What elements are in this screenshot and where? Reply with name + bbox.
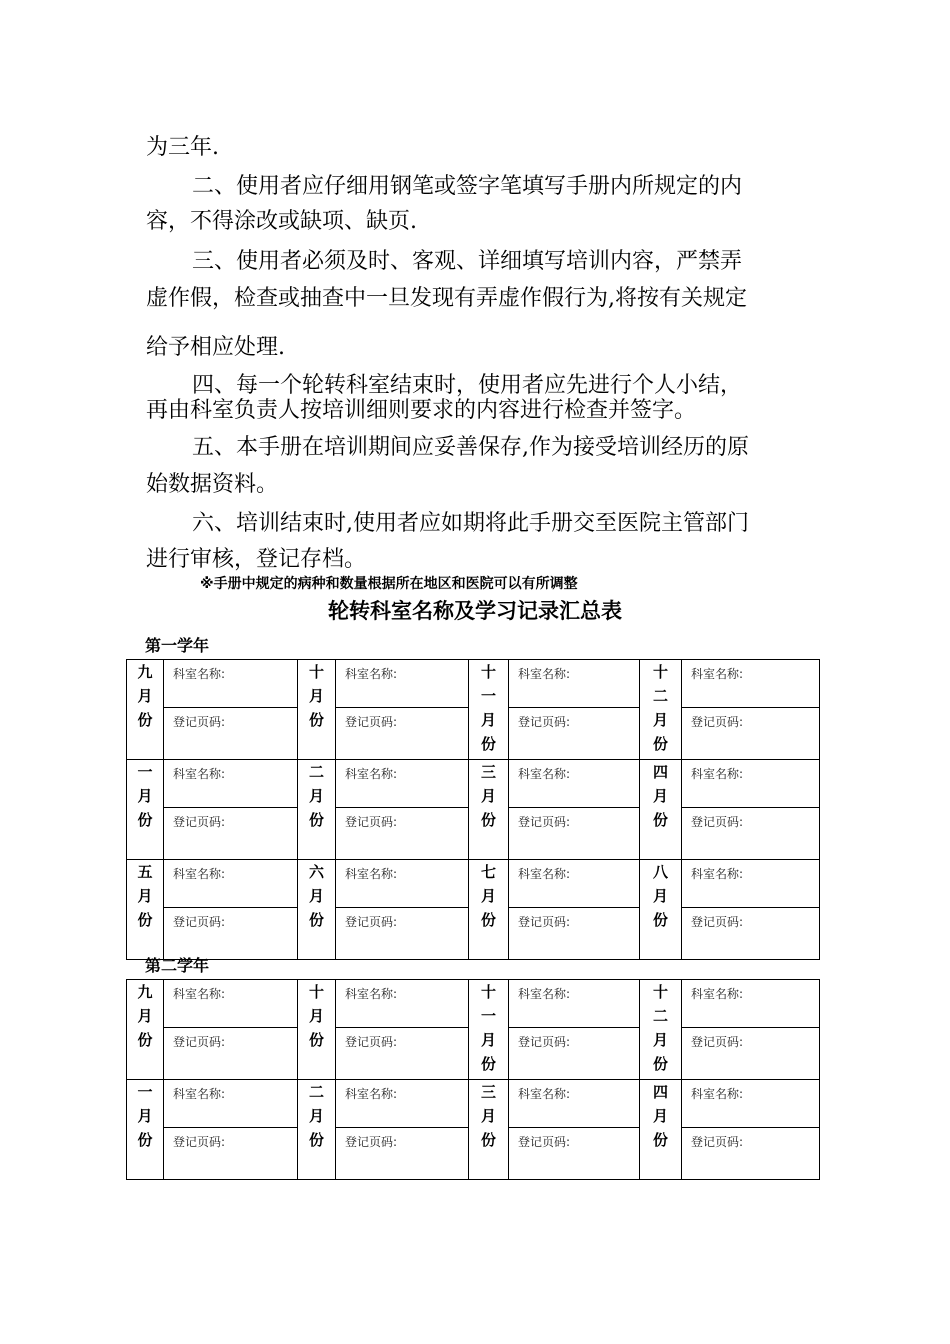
month-label: 八 月 份 [652,863,668,929]
month-cell [127,980,164,1080]
month-label: 四 月 份 [652,763,668,829]
page-number-field[interactable]: 登记页码: [682,708,820,760]
table-row [127,860,820,908]
month-cell [298,980,336,1080]
page-number-field[interactable]: 登记页码: [336,908,469,960]
dept-name-field[interactable]: 科室名称: [682,660,820,708]
paragraph-line: 二、使用者应仔细用钢笔或签字笔填写手册内所规定的内 [192,174,743,199]
month-label: 五 月 份 [137,863,153,929]
paragraph-line: 为三年. [146,135,219,160]
paragraph-line: 容，不得涂改或缺项、缺页. [146,209,417,234]
table-row [127,660,820,708]
dept-name-field[interactable]: 科室名称: [164,660,298,708]
month-cell [298,760,336,860]
table-row [127,1080,820,1128]
month-label: 四 月 份 [652,1083,668,1149]
month-label: 九 月 份 [137,983,153,1049]
page-number-field[interactable]: 登记页码: [682,908,820,960]
month-label: 十 一 月 份 [480,983,496,1073]
dept-name-field[interactable]: 科室名称: [164,760,298,808]
dept-name-field[interactable]: 科室名称: [336,760,469,808]
month-label: 九 月 份 [137,663,153,729]
page-number-field[interactable]: 登记页码: [509,708,640,760]
month-label: 三 月 份 [480,1083,496,1149]
table-title: 轮转科室名称及学习记录汇总表 [328,599,622,623]
page-number-field[interactable]: 登记页码: [336,1028,469,1080]
month-cell [640,980,682,1080]
page-number-field[interactable]: 登记页码: [164,808,298,860]
month-label: 十 月 份 [308,983,324,1049]
dept-name-field[interactable]: 科室名称: [682,980,820,1028]
paragraph-line: 六、培训结束时,使用者应如期将此手册交至医院主管部门 [192,511,749,536]
month-label: 十 二 月 份 [652,663,668,753]
month-cell [127,660,164,760]
month-cell [469,760,509,860]
month-label: 二 月 份 [308,763,324,829]
table-row [127,980,820,1028]
page-number-field[interactable]: 登记页码: [164,1028,298,1080]
dept-name-field[interactable]: 科室名称: [164,980,298,1028]
month-label: 七 月 份 [480,863,496,929]
paragraph-line: 给予相应处理. [146,335,285,360]
dept-name-field[interactable]: 科室名称: [336,980,469,1028]
rotation-table-year-1 [126,659,820,960]
adjustment-note: ※手册中规定的病种和数量根据所在地区和医院可以有所调整 [200,576,578,592]
month-label: 六 月 份 [308,863,324,929]
page-number-field[interactable]: 登记页码: [509,1028,640,1080]
month-cell [298,1080,336,1180]
page-number-field[interactable]: 登记页码: [336,708,469,760]
month-label: 十 月 份 [308,663,324,729]
dept-name-field[interactable]: 科室名称: [682,1080,820,1128]
dept-name-field[interactable]: 科室名称: [336,860,469,908]
dept-name-field[interactable]: 科室名称: [509,980,640,1028]
dept-name-field[interactable]: 科室名称: [509,860,640,908]
month-cell [298,660,336,760]
month-cell [469,860,509,960]
dept-name-field[interactable]: 科室名称: [336,1080,469,1128]
paragraph-line: 五、本手册在培训期间应妥善保存,作为接受培训经历的原 [192,435,749,460]
dept-name-field[interactable]: 科室名称: [164,1080,298,1128]
year-label-second: 第二学年 [145,956,210,975]
page-number-field[interactable]: 登记页码: [336,808,469,860]
paragraph-line: 四、每一个轮转科室结束时，使用者应先进行个人小结， [192,373,743,398]
paragraph-line: 再由科室负责人按培训细则要求的内容进行检查并签字。 [146,398,697,423]
dept-name-field[interactable]: 科室名称: [336,660,469,708]
table-row [127,760,820,808]
dept-name-field[interactable]: 科室名称: [682,860,820,908]
paragraph-line: 虚作假，检查或抽查中一旦发现有弄虚作假行为,将按有关规定 [146,286,747,311]
paragraph-line: 三、使用者必须及时、客观、详细填写培训内容，严禁弄 [192,249,743,274]
dept-name-field[interactable]: 科室名称: [509,760,640,808]
page-number-field[interactable]: 登记页码: [682,1028,820,1080]
month-label: 十 一 月 份 [480,663,496,753]
month-cell [469,660,509,760]
month-label: 三 月 份 [480,763,496,829]
month-cell [640,660,682,760]
dept-name-field[interactable]: 科室名称: [682,760,820,808]
month-cell [640,860,682,960]
month-label: 一 月 份 [137,1083,153,1149]
month-cell [127,1080,164,1180]
page-number-field[interactable]: 登记页码: [682,808,820,860]
paragraph-line: 进行审核，登记存档。 [146,547,367,572]
month-cell [469,980,509,1080]
month-cell [127,760,164,860]
year-label-first: 第一学年 [145,636,210,655]
month-label: 十 二 月 份 [652,983,668,1073]
month-cell [469,1080,509,1180]
page-number-field[interactable]: 登记页码: [509,808,640,860]
page-number-field[interactable]: 登记页码: [336,1128,469,1180]
page-number-field[interactable]: 登记页码: [509,1128,640,1180]
month-cell [298,860,336,960]
page-number-field[interactable]: 登记页码: [164,708,298,760]
dept-name-field[interactable]: 科室名称: [509,660,640,708]
dept-name-field[interactable]: 科室名称: [509,1080,640,1128]
month-cell [127,860,164,960]
page-number-field[interactable]: 登记页码: [164,1128,298,1180]
month-label: 一 月 份 [137,763,153,829]
dept-name-field[interactable]: 科室名称: [164,860,298,908]
paragraph-line: 始数据资料。 [146,472,279,497]
month-cell [640,760,682,860]
page-number-field[interactable]: 登记页码: [164,908,298,960]
page-number-field[interactable]: 登记页码: [682,1128,820,1180]
page-number-field[interactable]: 登记页码: [509,908,640,960]
month-cell [640,1080,682,1180]
month-label: 二 月 份 [308,1083,324,1149]
rotation-table-year-2 [126,979,820,1180]
